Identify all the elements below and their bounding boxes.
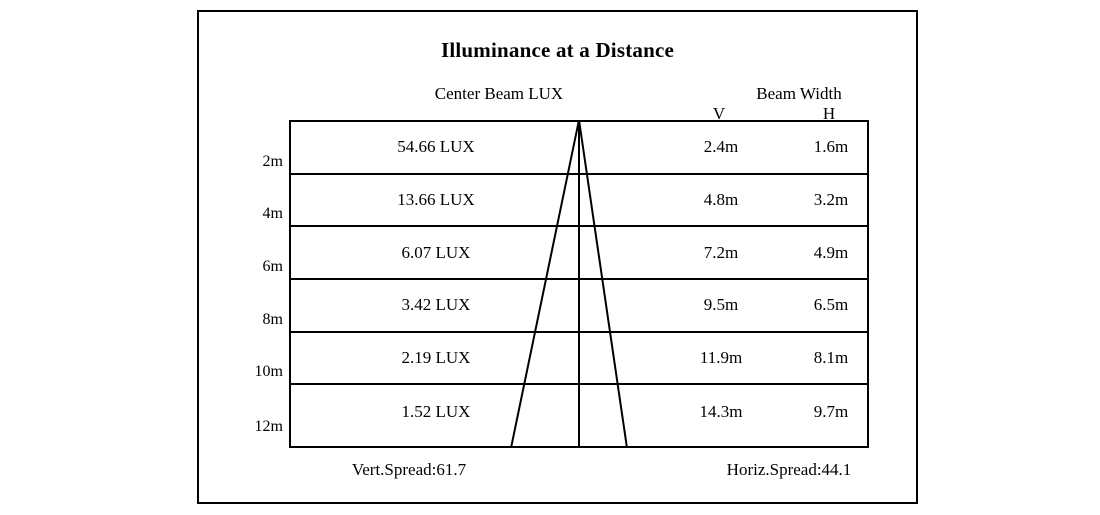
distance-label: 6m (262, 257, 283, 275)
beam-width-h-value: 6.5m (813, 295, 849, 315)
beam-width-h-value: 4.9m (813, 242, 849, 262)
page-title: Illuminance at a Distance (440, 38, 675, 62)
column-header-beam-width: Beam Width (756, 84, 842, 103)
beam-width-h-value: 8.1m (813, 347, 849, 367)
beam-width-v-value: 9.5m (703, 295, 739, 315)
table-row (254, 385, 867, 438)
distance-label: 10m (254, 363, 283, 381)
center-beam-lux-value: 1.52 LUX (401, 401, 471, 421)
column-header-center-beam: Center Beam LUX (434, 84, 564, 103)
beam-width-h-value: 9.7m (813, 401, 849, 421)
center-beam-lux-value: 6.07 LUX (401, 242, 471, 262)
horizontal-spread-label: Horiz.Spread:44.1 (726, 460, 852, 479)
vertical-spread-label: Vert.Spread:61.7 (351, 460, 467, 479)
table-row (262, 227, 867, 280)
distance-label: 2m (262, 152, 283, 170)
column-subheader-v: V (712, 104, 726, 123)
beam-width-v-value: 7.2m (703, 242, 739, 262)
diagram-frame (197, 10, 918, 504)
table-row (254, 333, 867, 386)
table-row (262, 280, 867, 333)
beam-width-v-value: 2.4m (703, 137, 739, 157)
column-subheader-h: H (822, 104, 836, 123)
center-beam-lux-value: 13.66 LUX (397, 189, 475, 209)
distance-label: 4m (262, 205, 283, 223)
beam-width-v-value: 14.3m (699, 401, 743, 421)
distance-label: 12m (254, 417, 283, 435)
beam-width-h-value: 1.6m (813, 137, 849, 157)
table-row (262, 175, 867, 228)
distance-label: 8m (262, 310, 283, 328)
table-row (262, 122, 867, 175)
center-beam-lux-value: 3.42 LUX (401, 295, 471, 315)
beam-width-v-value: 11.9m (699, 347, 743, 367)
center-beam-lux-value: 54.66 LUX (397, 137, 475, 157)
center-beam-lux-value: 2.19 LUX (401, 347, 471, 367)
illuminance-table (254, 120, 869, 448)
beam-width-v-value: 4.8m (703, 189, 739, 209)
beam-width-h-value: 3.2m (813, 189, 849, 209)
